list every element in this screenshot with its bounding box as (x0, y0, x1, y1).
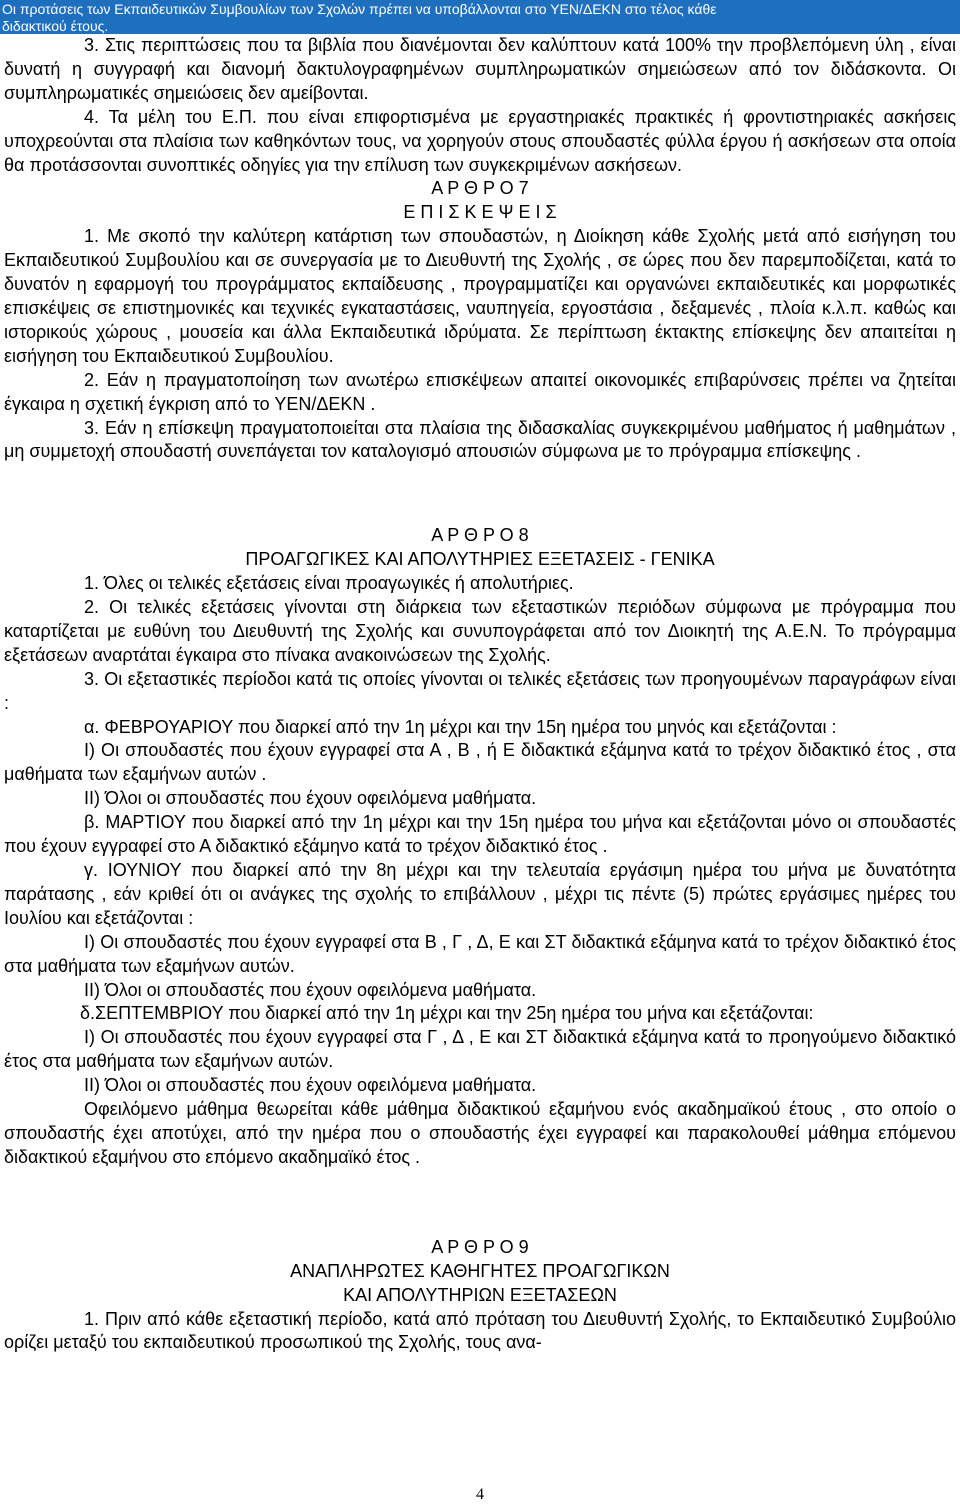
spacer (4, 1188, 956, 1218)
paragraph: ΙΙ) Όλοι οι σπουδαστές που έχουν οφειλόμενα μαθήματα. (84, 979, 537, 1000)
paragraph: 2. Εάν η πραγματοποίηση των ανωτέρω επισκέψεων απαιτεί οικονομικές επιβαρύνσεις πρέπει να ζητείται έγκαιρα η σχετική έγκριση από το ΥΕΝ/ΔΕΚΝ . (4, 369, 956, 414)
spacer (4, 482, 956, 506)
page-number: 4 (476, 1486, 484, 1503)
paragraph: 1. Όλες οι τελικές εξετάσεις είναι προαγωγικές ή απολυτήριες. (84, 573, 574, 594)
section-heading: Α Ρ Θ Ρ Ο 7 (431, 178, 529, 199)
paragraph: Ι) Οι σπουδαστές που έχουν εγγραφεί στα Α , Β , ή Ε διδακτικά εξάμηνα κατά το τρέχον διδακτικό έτος , στα μαθήματα των εξαμήνων αυτών . (4, 740, 956, 785)
paragraph: ΙΙ) Όλοι οι σπουδαστές που έχουν οφειλόμενα μαθήματα. (84, 1075, 537, 1096)
section-heading: ΚΑΙ ΑΠΟΛΥΤΗΡΙΩΝ ΕΞΕΤΑΣΕΩΝ (343, 1284, 617, 1305)
paragraph: 1. Πριν από κάθε εξεταστική περίοδο, κατά από πρόταση του Διευθυντή Σχολής, το Εκπαιδευτικό Συμβούλιο ορίζει μεταξύ του εκπαιδευτικού προσωπικού της Σχολής, τους ανα- (4, 1308, 956, 1353)
section-heading: ΑΝΑΠΛΗΡΩΤΕΣ ΚΑΘΗΓΗΤΕΣ ΠΡΟΑΓΩΓΙΚΩΝ (290, 1260, 670, 1281)
paragraph: β. ΜΑΡΤΙΟΥ που διαρκεί από την 1η μέχρι και την 15η ημέρα του μήνα και εξετάζονται μόνο οι σπουδαστές που έχουν εγγραφεί στο Α διδακτικό εξάμηνο κατά το τρέχον διδακτικό έτος . (4, 812, 956, 857)
paragraph: 3. Οι εξεταστικές περίοδοι κατά τις οποίες γίνονται οι τελικές εξετάσεις των προηγουμένων παραγράφων είναι : (4, 668, 956, 713)
paragraph: Οφειλόμενο μάθημα θεωρείται κάθε μάθημα διδακτικού εξαμήνου ενός ακαδημαϊκού έτους , στο οποίο ο σπουδαστής έχει αποτύχει, από την ημέρα που ο σπουδαστής έχει εγγραφεί και παρακολουθεί μάθημα επόμενου διδακτικού εξαμήνου στο επόμενο ακαδημαϊκό έτος . (4, 1099, 956, 1167)
paragraph: α. ΦΕΒΡΟΥΑΡΙΟΥ που διαρκεί από την 1η μέχρι και την 15η ημέρα του μηνός και εξετάζονται : (84, 716, 837, 737)
section-heading: Α Ρ Θ Ρ Ο 9 (431, 1236, 529, 1257)
paragraph: Ι) Οι σπουδαστές που έχουν εγγραφεί στα Γ , Δ , Ε και ΣΤ διδακτικά εξάμηνα κατά το προηγούμενο διδακτικό έτος στα μαθήματα των εξαμήνων αυτών. (4, 1027, 956, 1072)
paragraph: 4. Τα μέλη του Ε.Π. που είναι επιφορτισμένα με εργαστηριακές πρακτικές ή φροντιστηριακές ασκήσεις υποχρεούνται στα πλαίσια των καθηκόντων τους, να χορηγούν στους σπουδαστές φύλλα έργου ή ασκήσεων στα οποία θα προτάσσονται συνοπτικές οδηγίες για την επίλυση των συγκεκριμένων ασκήσεων. (4, 106, 956, 175)
paragraph: 2. Οι τελικές εξετάσεις γίνονται στη διάρκεια των εξεταστικών περιόδων σύμφωνα με πρόγραμμα που καταρτίζεται με ευθύνη του Διευθυντή της Σχολής και συνυπογράφεται από τον Διοικητή της Α.Ε.Ν. Το πρόγραμμα εξετάσεων αναρτάται έγκαιρα στο πίνακα ανακοινώσεων της Σχολής. (4, 597, 956, 665)
section-heading: ΠΡΟΑΓΩΓΙΚΕΣ ΚΑΙ ΑΠΟΛΥΤΗΡΙΕΣ ΕΞΕΤΑΣΕΙΣ - ΓΕΝΙΚΑ (245, 549, 715, 570)
paragraph: 1. Με σκοπό την καλύτερη κατάρτιση των σπουδαστών, η Διοίκηση κάθε Σχολής μετά από εισήγηση του Εκπαιδευτικού Συμβουλίου και σε συνεργασία με το Διευθυντή της Σχολής , σε ώρες που δεν παρεμποδίζεται, κατά το δυνατόν η εφαρμογή του προγράμματος εκπαίδευσης , προγραμματίζει και οργανώνει εκπαιδευτικές και μορφωτικές επισκέψεις σε επιστημονικές και τεχνικές εγκαταστάσεις, ναυπηγεία, εργοστάσια , δεξαμενές , πλοία κ.λ.π. καθώς και ιστορικούς χώρους , μουσεία και άλλα Εκπαιδευτικά ιδρύματα. Σε περίπτωση έκτακτης επίσκεψης δεν απαιτείται η εισήγηση του Εκπαιδευτικού Συμβουλίου. (4, 226, 956, 366)
paragraph: δ.ΣΕΠΤΕΜΒΡΙΟΥ που διαρκεί από την 1η μέχρι και την 25η ημέρα του μήνα και εξετάζονται: (80, 1003, 814, 1024)
section-heading: Ε Π Ι Σ Κ Ε Ψ Ε Ι Σ (403, 202, 557, 223)
banner-line-2: διδακτικού έτους. (2, 18, 109, 34)
banner-line-1: Οι προτάσεις των Εκπαιδευτικών Συμβουλίων των Σχολών πρέπει να υποβάλλονται στο ΥΕΝ/ΔΕΚΝ στο τέλος κάθε (2, 1, 717, 17)
paragraph: Ι) Οι σπουδαστές που έχουν εγγραφεί στα Β , Γ , Δ, Ε και ΣΤ διδακτικά εξάμηνα κατά το τρέχον διδακτικό έτος στα μαθήματα των εξαμήνων αυτών. (4, 931, 956, 976)
section-heading: Α Ρ Θ Ρ Ο 8 (431, 525, 529, 546)
paragraph: ΙΙ) Όλοι οι σπουδαστές που έχουν οφειλόμενα μαθήματα. (84, 788, 537, 809)
top-banner (0, 0, 960, 34)
paragraph: 3. Εάν η επίσκεψη πραγματοποιείται στα πλαίσια της διδασκαλίας συγκεκριμένου μαθήματος ή μαθημάτων , μη συμμετοχή σπουδαστή συνεπάγεται τον καταλογισμό απουσιών σύμφωνα με το πρόγραμμα επίσκεψης . (4, 417, 956, 462)
document-body (0, 34, 960, 1355)
paragraph: 3. Στις περιπτώσεις που τα βιβλία που διανέμονται δεν καλύπτουν κατά 100% την προβλεπόμενη ύλη , είναι δυνατή η συγγραφή και διανομή δακτυλογραφημένων συμπληρωματικών σημειώσεων από τον διδάσκοντα. Οι συμπληρωματικές σημειώσεις δεν αμείβονται. (4, 35, 956, 103)
paragraph: γ. ΙΟΥΝΙΟΥ που διαρκεί από την 8η μέχρι και την τελευταία εργάσιμη ημέρα του μήνα με δυνατότητα παράτασης , εάν κριθεί ότι οι ανάγκες της σχολής το επιβάλλουν , μέχρι τις πέντε (5) πρώτες εργάσιμες ημέρες του Ιουλίου και εξετάζονται : (4, 860, 956, 928)
